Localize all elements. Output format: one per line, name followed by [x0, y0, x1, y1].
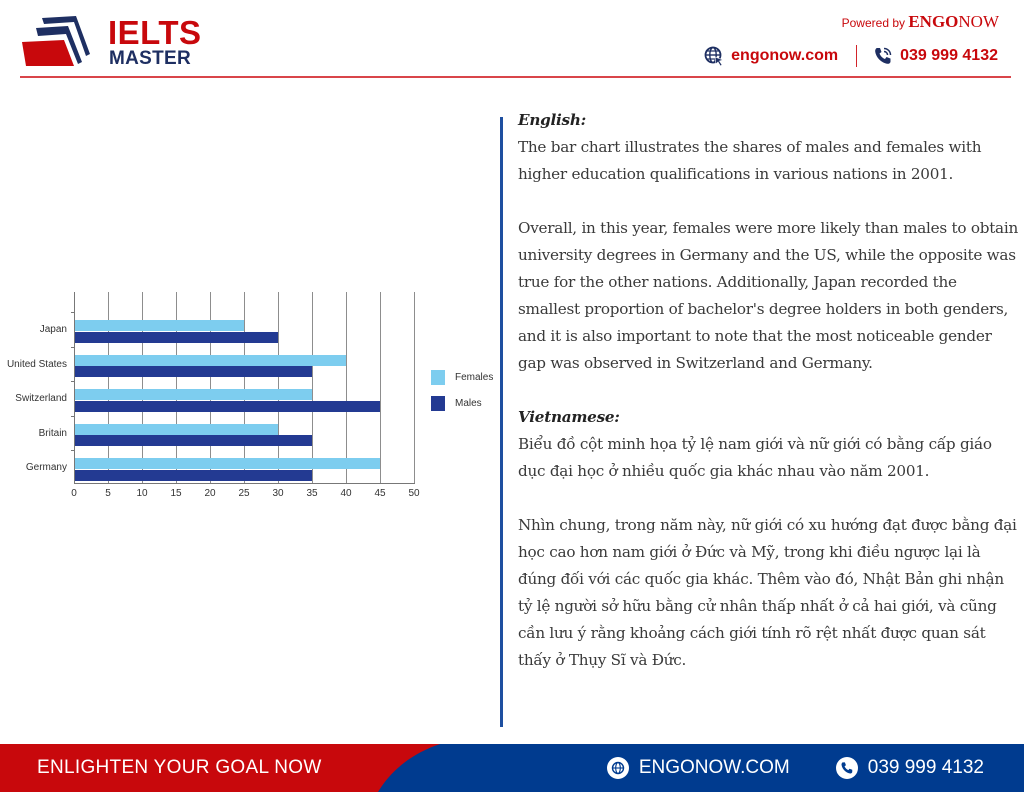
bar-males: [75, 401, 380, 412]
legend-swatch-males: [431, 396, 445, 411]
x-tick-label: 50: [408, 488, 420, 499]
powered-by: [842, 12, 999, 33]
header-phone-label: 039 999 4132: [900, 47, 998, 64]
book-logo-icon: [20, 14, 90, 68]
y-tick: [71, 312, 75, 313]
bar-chart: [0, 285, 500, 505]
content-divider: [500, 117, 503, 727]
footer-slogan: ENLIGHTEN YOUR GOAL NOW: [37, 757, 322, 778]
bar-females: [75, 389, 312, 400]
bar-males: [75, 470, 312, 481]
bar-males: [75, 332, 278, 343]
gridline: [278, 292, 279, 483]
footer-phone-link[interactable]: 039 999 4132: [867, 757, 984, 778]
gridline: [380, 292, 381, 483]
x-axis: [74, 483, 415, 484]
x-tick-label: 10: [136, 488, 148, 499]
x-tick-label: 45: [374, 488, 386, 499]
header-divider: [20, 76, 1011, 78]
vietnamese-title: Vietnamese:: [518, 408, 620, 426]
category-label: Switzerland: [15, 393, 67, 404]
category-label: Japan: [39, 324, 67, 335]
category-label: Germany: [25, 462, 67, 473]
bar-females: [75, 320, 244, 331]
phone-icon: [873, 46, 893, 66]
y-tick: [71, 416, 75, 417]
bar-females: [75, 424, 278, 435]
ielts-master-logo[interactable]: [18, 14, 202, 70]
powered-by-prefix: Powered by: [841, 16, 909, 30]
category-label: Britain: [38, 427, 67, 439]
y-tick: [71, 381, 75, 382]
header-website-link[interactable]: [704, 46, 838, 66]
engonow-brand-thin: NOW: [958, 12, 999, 31]
y-tick: [71, 347, 75, 348]
footer: [0, 744, 1024, 792]
x-tick-label: 40: [340, 488, 352, 499]
x-tick-label: 30: [272, 488, 284, 499]
english-paragraph-1: The bar chart illustrates the shares of males and females with higher education qualifications in various nations in 2001.: [518, 138, 982, 183]
gridline: [244, 292, 245, 483]
header-phone-link[interactable]: [873, 46, 998, 66]
vietnamese-paragraph-2: Nhìn chung, trong năm này, nữ giới có xu hướng đạt được bằng đại học cao hơn nam giới ở Đức và Mỹ, trong khi điều ngược lại là đúng đối với các quốc gia khác. Thêm vào đó, Nhật Bản ghi nhận tỷ lệ người sở hữu bằng cử nhân thấp nhất ở cả hai giới, và cũng cần lưu ý rằng khoảng cách giới tính rõ rệt nhất được quan sát thấy ở Thụy Sĩ và Đức.: [518, 516, 1017, 669]
footer-globe-icon: [607, 757, 629, 779]
engonow-brand-bold: ENGO: [908, 12, 959, 31]
footer-contact: [607, 755, 984, 781]
logo-text-master: MASTER: [109, 48, 192, 69]
footer-phone-icon: [836, 757, 858, 779]
x-tick-label: 5: [105, 488, 111, 499]
bar-males: [75, 435, 312, 446]
x-tick-label: 20: [204, 488, 216, 499]
category-label: United States: [6, 358, 67, 370]
english-paragraph-2: Overall, in this year, females were more likely than males to obtain university degrees in Germany and the US, while the opposite was true for the other nations. Additionally, Japan recorded the smallest proportion of bachelor's degree holders in both genders, and it is also important to note that the most noticeable gender gap was observed in Switzerland and Germany.: [518, 219, 1018, 372]
chart-legend: [431, 369, 493, 421]
globe-cursor-icon: [704, 46, 724, 66]
header-website-label: engonow.com: [731, 47, 839, 64]
plot-area: [74, 292, 414, 483]
description-column: [518, 107, 1018, 701]
x-tick-label: 35: [306, 488, 318, 499]
header-contact: [704, 45, 998, 67]
bar-females: [75, 355, 346, 366]
gridline: [346, 292, 347, 483]
legend-item-females: [431, 369, 493, 385]
gridline: [414, 292, 415, 483]
logo-text-ielts: IELTS: [108, 14, 202, 51]
legend-label-males: Males: [455, 397, 482, 409]
x-tick-label: 0: [71, 488, 77, 499]
x-tick-label: 15: [170, 488, 182, 499]
bar-males: [75, 366, 312, 377]
legend-label-females: Females: [455, 371, 494, 383]
y-tick: [71, 450, 75, 451]
legend-item-males: [431, 395, 493, 411]
contact-separator: [856, 45, 857, 67]
header: [0, 0, 1024, 80]
x-tick-label: 25: [238, 488, 250, 499]
legend-swatch-females: [431, 370, 445, 385]
english-title: English:: [518, 111, 586, 129]
footer-website-link[interactable]: ENGONOW.COM: [638, 757, 790, 778]
gridline: [312, 292, 313, 483]
vietnamese-paragraph-1: Biểu đồ cột minh họa tỷ lệ nam giới và nữ giới có bằng cấp giáo dục đại học ở nhiều quốc gia khác nhau vào năm 2001.: [518, 435, 992, 480]
bar-females: [75, 458, 380, 469]
